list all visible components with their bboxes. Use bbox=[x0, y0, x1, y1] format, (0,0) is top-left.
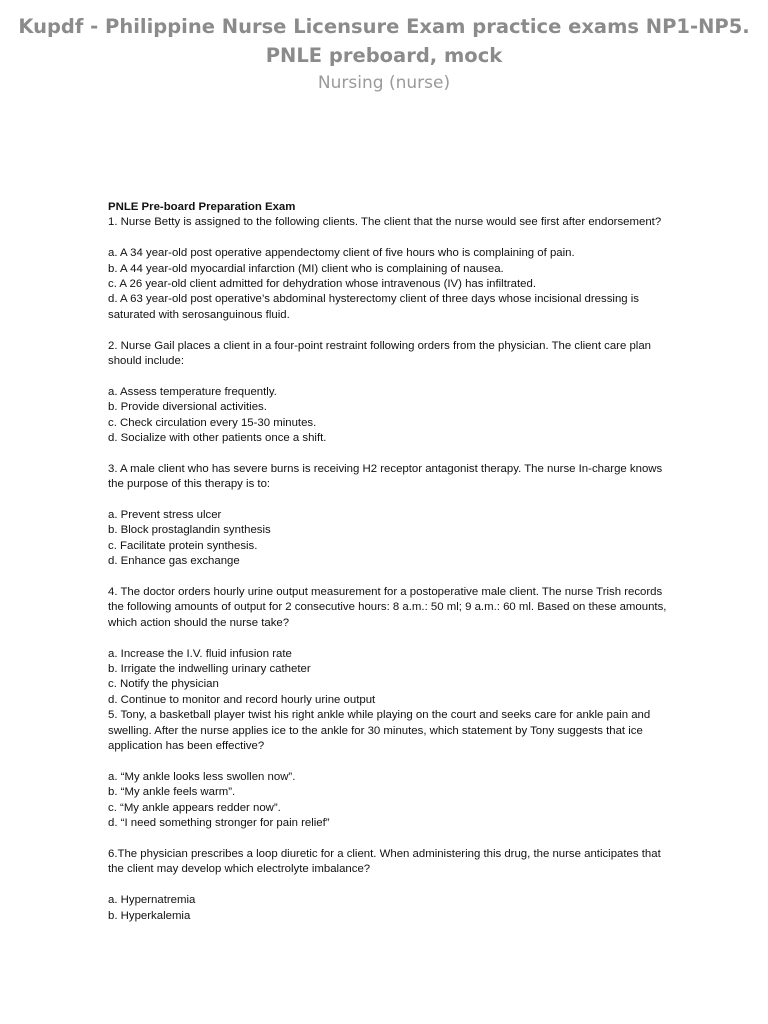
question-5-option-b: b. “My ankle feels warm”. bbox=[108, 786, 236, 799]
question-5-option-a: a. “My ankle looks less swollen now”. bbox=[108, 770, 296, 783]
question-4-option-b: b. Irrigate the indwelling urinary catheter bbox=[108, 663, 311, 676]
question-2-option-c: c. Check circulation every 15-30 minutes. bbox=[108, 416, 317, 429]
question-5-option-c: c. “My ankle appears redder now”. bbox=[108, 801, 281, 814]
question-1-option-b: b. A 44 year-old myocardial infarction (MI) client who is complaining of nausea. bbox=[108, 262, 504, 275]
question-3-option-d: d. Enhance gas exchange bbox=[108, 555, 240, 568]
question-6-stem: 6.The physician prescribes a loop diuretic for a client. When administering this drug, the nurse anticipates that the client may develop which electrolyte imbalance? bbox=[108, 847, 661, 876]
page-header bbox=[0, 12, 768, 95]
question-4-stem: 4. The doctor orders hourly urine output measurement for a postoperative male client. The nurse Trish records the following amounts of output for 2 consecutive hours: 8 a.m.: 50 ml; 9 a.m.: 60 ml. Based on these amounts, which action should the nurse take? bbox=[108, 586, 667, 629]
question-6-option-a: a. Hypernatremia bbox=[108, 894, 196, 907]
question-4-option-a: a. Increase the I.V. fluid infusion rate bbox=[108, 647, 292, 660]
question-1-option-a: a. A 34 year-old post operative appendectomy client of five hours who is complaining of pain. bbox=[108, 247, 575, 260]
question-4-option-c: c. Notify the physician bbox=[108, 678, 219, 691]
question-3-option-b: b. Block prostaglandin synthesis bbox=[108, 524, 271, 537]
exam-document bbox=[108, 200, 673, 924]
document-category: Nursing (nurse) bbox=[317, 73, 451, 93]
question-6-option-b: b. Hyperkalemia bbox=[108, 909, 191, 922]
question-3-option-a: a. Prevent stress ulcer bbox=[108, 509, 222, 522]
document-title: Kupdf - Philippine Nurse Licensure Exam practice exams NP1-NP5. PNLE preboard, mock bbox=[18, 15, 750, 67]
question-2-option-a: a. Assess temperature frequently. bbox=[108, 385, 277, 398]
question-2-option-b: b. Provide diversional activities. bbox=[108, 401, 267, 414]
question-1-option-c: c. A 26 year-old client admitted for dehydration whose intravenous (IV) has infiltrated. bbox=[108, 278, 537, 291]
question-5-option-d: d. “I need something stronger for pain relief” bbox=[108, 817, 330, 830]
question-2-stem: 2. Nurse Gail places a client in a four-point restraint following orders from the physician. The client care plan should include: bbox=[108, 339, 652, 368]
question-1-option-d: d. A 63 year-old post operative’s abdominal hysterectomy client of three days whose incisional dressing is saturated with serosanguinous fluid. bbox=[108, 293, 640, 321]
question-2-option-d: d. Socialize with other patients once a shift. bbox=[108, 432, 327, 445]
question-3-stem: 3. A male client who has severe burns is receiving H2 receptor antagonist therapy. The nurse In-charge knows the purpose of this therapy is to: bbox=[108, 462, 663, 491]
exam-heading: PNLE Pre-board Preparation Exam bbox=[108, 201, 296, 213]
question-5-stem: 5. Tony, a basketball player twist his right ankle while playing on the court and seeks care for ankle pain and swelling. After the nurse applies ice to the ankle for 30 minutes, which statement by Tony suggests that ice application has been effective? bbox=[108, 709, 651, 753]
question-3-option-c: c. Facilitate protein synthesis. bbox=[108, 539, 258, 552]
question-1-stem: 1. Nurse Betty is assigned to the following clients. The client that the nurse would see first after endorsement? bbox=[108, 216, 662, 229]
question-4-option-d: d. Continue to monitor and record hourly urine output bbox=[108, 693, 376, 706]
